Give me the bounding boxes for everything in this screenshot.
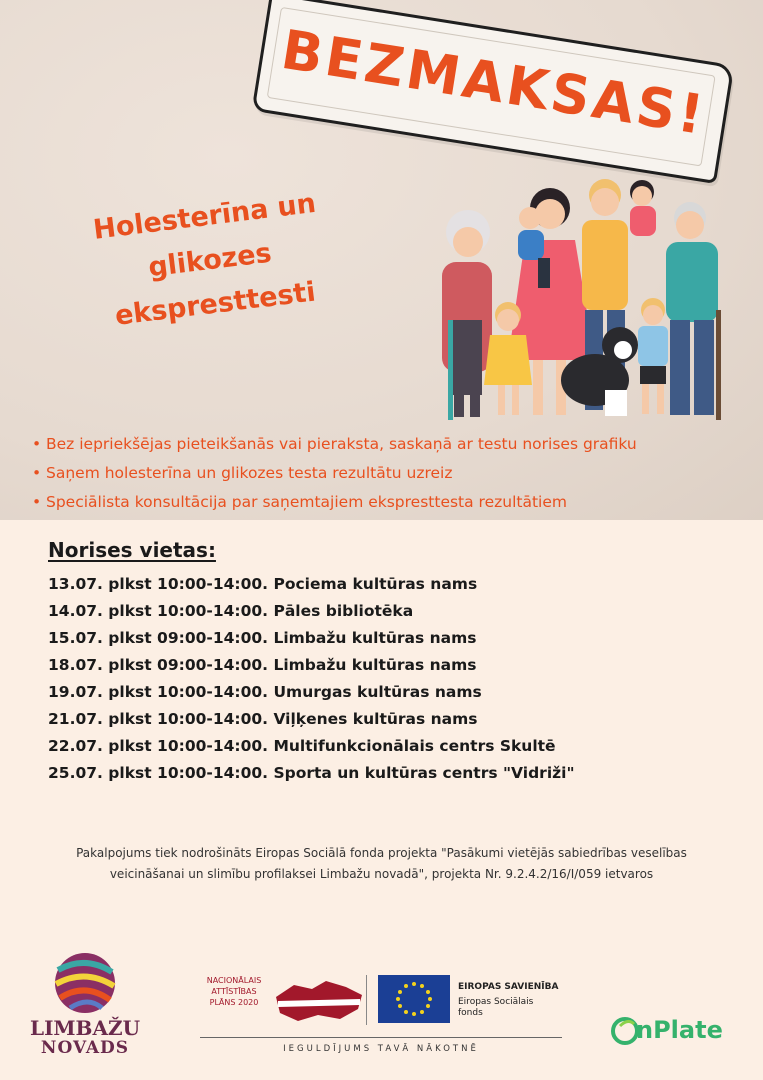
bullet-glyph: •: [32, 435, 42, 453]
list-item: 21.07. plkst 10:00-14:00. Viļķenes kultūras nams: [48, 710, 478, 728]
limbazi-logo: [30, 950, 140, 1060]
list-item: 18.07. plkst 09:00-14:00. Limbažu kultūras nams: [48, 656, 477, 674]
footnote-line-2: veicināšanai un slimību profilaksei Limbažu novadā", projekta Nr. 9.2.4.2/16/I/059 ietvaros: [109, 867, 654, 881]
list-item: 13.07. plkst 10:00-14:00. Pociema kultūras nams: [48, 575, 478, 593]
title-line-3: ekspresttesti: [113, 276, 318, 332]
list-item: 15.07. plkst 09:00-14:00. Limbažu kultūras nams: [48, 629, 477, 647]
bullet-text: Saņem holesterīna un glikozes testa rezultātu uzreiz: [46, 464, 453, 482]
slogan: IEGULDĪJUMS TAVĀ NĀKOTNĒ: [283, 1044, 479, 1054]
list-item: [32, 430, 752, 459]
nap-line-1: NACIONĀLAIS: [206, 976, 262, 985]
eu-title: EIROPAS SAVIENĪBA: [458, 982, 559, 992]
boy-figure: [638, 298, 668, 414]
logo-divider: [366, 975, 367, 1025]
bullet-glyph: •: [32, 493, 42, 511]
girl-figure: [630, 180, 656, 236]
benefits-list: [32, 430, 752, 517]
family-illustration: [420, 170, 750, 425]
limbazi-logo-line-1: LIMBAŽU: [30, 1016, 141, 1040]
nap-logo: [198, 975, 368, 1030]
limbazi-logo-line-2: NOVADS: [40, 1038, 130, 1058]
bullet-text: Speciālista konsultācija par saņemtajiem ekspresttesta rezultātiem: [46, 493, 567, 511]
grandfather-figure: [666, 202, 721, 420]
onplate-logo: [610, 1010, 735, 1052]
yarn-ball-icon: [30, 950, 140, 1016]
banner-text: BEZMAKSAS!: [277, 17, 711, 148]
latvia-map-icon: [274, 979, 364, 1023]
venues-list: [48, 571, 575, 787]
funding-footnote: [40, 843, 723, 885]
bullet-glyph: •: [32, 464, 42, 482]
list-item: 25.07. plkst 10:00-14:00. Sporta un kultūras centrs "Vidriži": [48, 764, 575, 782]
slogan-divider: [200, 1037, 562, 1038]
list-item: 22.07. plkst 10:00-14:00. Multifunkcionālais centrs Skultē: [48, 737, 556, 755]
footnote-line-1: Pakalpojums tiek nodrošināts Eiropas Sociālā fonda projekta "Pasākumi vietējās sabiedrības veselības: [76, 846, 687, 860]
venues-heading: Norises vietas:: [48, 538, 216, 562]
list-item: 19.07. plkst 10:00-14:00. Umurgas kultūras nams: [48, 683, 482, 701]
list-item: [32, 459, 752, 488]
eu-flag-icon: [378, 975, 450, 1023]
grandmother-figure: [442, 210, 492, 420]
bullet-text: Bez iepriekšējas pieteikšanās vai pieraksta, saskaņā ar testu norises grafiku: [46, 435, 637, 453]
title-line-1: Holesterīna un: [91, 187, 318, 246]
title-line-2: glikozes: [146, 237, 274, 284]
list-item: [32, 488, 752, 517]
nap-line-3: PLĀNS 2020: [209, 998, 259, 1007]
nap-line-2: ATTĪSTĪBAS: [211, 987, 257, 996]
nap-logo-text: [198, 975, 270, 1008]
onplate-logo-text: nPlate: [636, 1016, 723, 1044]
eu-fund-name: Eiropas Sociālais fonds: [458, 997, 534, 1018]
list-item: 14.07. plkst 10:00-14:00. Pāles bibliotēka: [48, 602, 414, 620]
